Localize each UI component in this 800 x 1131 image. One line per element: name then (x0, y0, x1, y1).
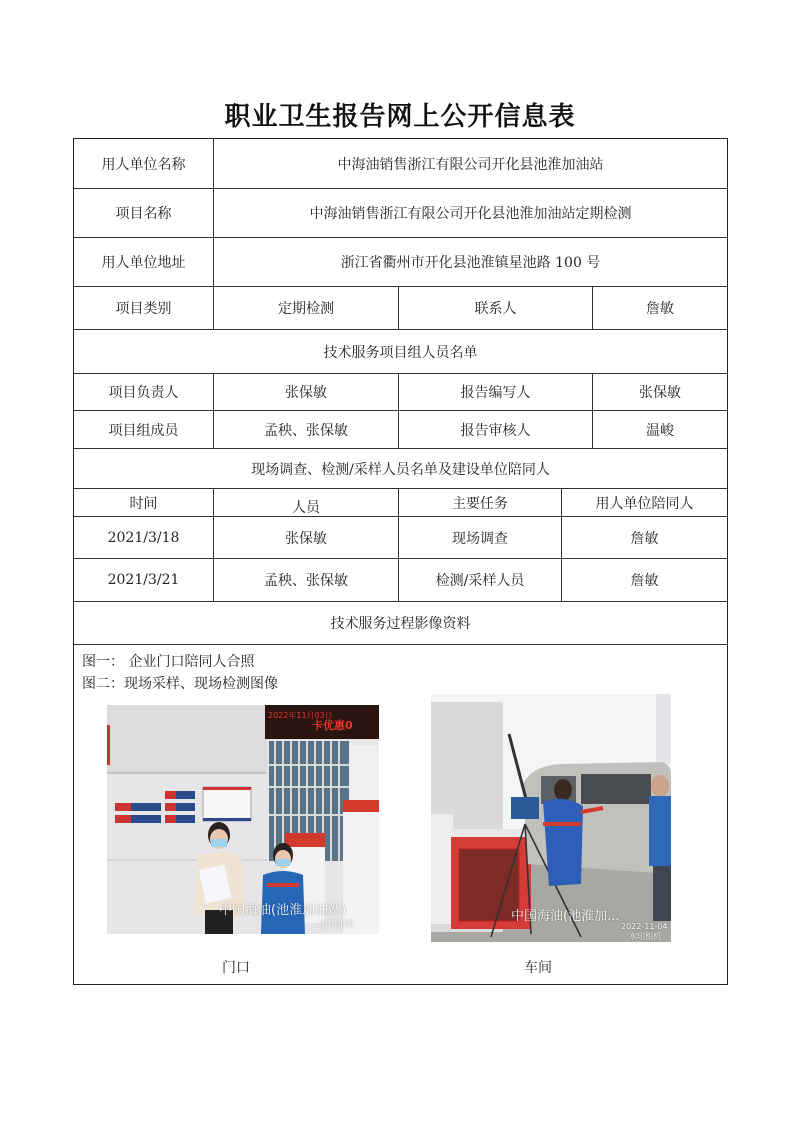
row-employer-address (74, 237, 727, 286)
photo1-caption: 门口 (222, 960, 250, 976)
field-staff: 张保敏 (213, 517, 398, 558)
header-escort: 用人单位陪同人 (561, 489, 727, 516)
reviewer-label: 报告审核人 (398, 411, 592, 448)
team-section-title: 技术服务项目组人员名单 (323, 344, 478, 361)
header-staff: 人员 (213, 489, 398, 516)
photo2-camera-watermark: 水印相机 (629, 932, 661, 941)
leader-value: 张保敏 (213, 374, 398, 410)
field-task: 检测/采样人员 (398, 559, 561, 601)
figure-note-1: 图一： 企业门口陪同人合照 (82, 654, 255, 670)
employer-name-label: 用人单位名称 (101, 156, 186, 173)
row-team-title (74, 329, 727, 373)
field-escort: 詹敏 (561, 517, 727, 558)
project-type-value: 定期检测 (213, 287, 398, 329)
row-project-name (74, 188, 727, 237)
photo2-watermark: 中国海油(池淮加... (511, 909, 620, 924)
field-task: 现场调查 (398, 517, 561, 558)
photo-workshop (431, 694, 671, 942)
field-date: 2021/3/21 (107, 572, 180, 588)
figure-note-2: 图二：现场采样、现场检测图像 (82, 676, 278, 692)
field-section-title: 现场调查、检测/采样人员名单及建设单位陪同人 (251, 461, 550, 478)
project-name-label: 项目名称 (115, 206, 172, 222)
writer-value: 张保敏 (592, 374, 727, 410)
leader-label: 项目负责人 (108, 385, 179, 401)
members-label: 项目组成员 (108, 422, 179, 439)
field-row (74, 516, 727, 558)
row-employer-name (74, 139, 727, 188)
row-field-headers (74, 488, 727, 516)
header-date: 时间 (129, 495, 158, 512)
field-escort: 詹敏 (561, 559, 727, 601)
project-type-label: 项目类别 (115, 301, 172, 317)
svg-text:卡优惠0: 卡优惠0 (312, 719, 353, 732)
photo2-date-watermark: 2022-11-04 (621, 922, 668, 931)
members-value: 孟秧、张保敏 (213, 411, 398, 448)
led-date-text: 2022年11月03日 (268, 711, 333, 720)
employer-address-label: 用人单位地址 (101, 255, 186, 271)
writer-label: 报告编写人 (398, 374, 592, 410)
photo1-camera-watermark: 水印相机 (319, 920, 356, 930)
row-team-members (74, 410, 727, 448)
field-staff: 孟秧、张保敏 (213, 559, 398, 601)
row-images (74, 644, 727, 984)
field-row (74, 558, 727, 601)
row-images-title (74, 601, 727, 644)
page-title: 职业卫生报告网上公开信息表 (224, 102, 576, 132)
info-table (73, 138, 728, 985)
employer-name-value: 中海油销售浙江有限公司开化县池淮加油站 (213, 139, 727, 188)
contact-value: 詹敏 (592, 287, 727, 329)
row-team-leader (74, 373, 727, 410)
row-field-title (74, 448, 727, 488)
photo2-caption: 车间 (524, 960, 552, 976)
images-section-title: 技术服务过程影像资料 (330, 616, 471, 632)
photo-entrance (107, 705, 379, 934)
field-date: 2021/3/18 (107, 529, 180, 546)
photo1-watermark: 中国海油(池淮加油站) (219, 903, 347, 918)
contact-label: 联系人 (398, 287, 592, 329)
project-name-value: 中海油销售浙江有限公司开化县池淮加油站定期检测 (213, 189, 727, 237)
header-task: 主要任务 (398, 489, 561, 516)
employer-address-value: 浙江省衢州市开化县池淮镇星池路 100 号 (213, 238, 727, 286)
reviewer-value: 温峻 (592, 411, 727, 448)
row-project-type (74, 286, 727, 329)
